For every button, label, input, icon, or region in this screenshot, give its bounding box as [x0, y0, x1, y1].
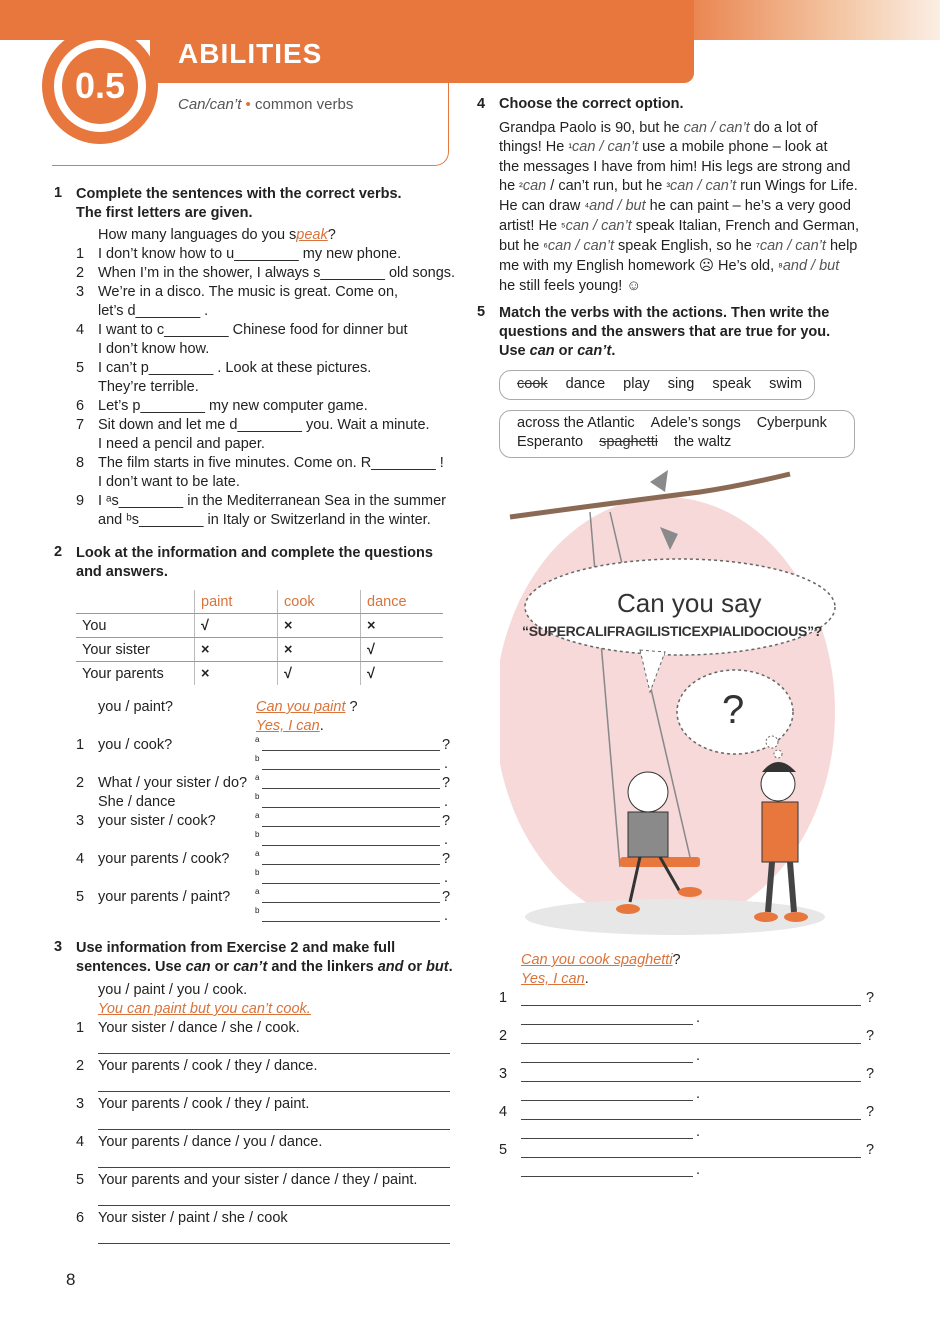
question-mark: ?	[866, 1142, 875, 1158]
ex4-text-segment: ⁶	[543, 241, 548, 253]
ex4-text-segment: speak Italian, French and German,	[631, 218, 859, 234]
ex4-text-segment: things! He	[499, 139, 569, 155]
ex1-item-line[interactable]: I want to c________ Chinese food for dinner but	[98, 322, 408, 338]
action-option[interactable]: Adele’s songs	[650, 415, 741, 431]
ex4-text-segment: he	[499, 178, 520, 194]
ex5-item-number: 1	[499, 990, 508, 1006]
ex1-item-number: 2	[76, 265, 85, 281]
ex4-line	[499, 158, 859, 177]
ex2-example-a[interactable]: Yes, I can	[256, 718, 320, 734]
answer-line-a[interactable]	[262, 864, 440, 865]
verb-list	[517, 376, 820, 392]
ex4-text-segment: ⁸	[778, 261, 783, 273]
label-b: b	[255, 868, 260, 877]
ex5-answer-line[interactable]	[521, 1100, 693, 1101]
ex5-question-line[interactable]	[521, 1005, 861, 1006]
answer-line-a[interactable]	[262, 826, 440, 827]
action-list-2	[517, 434, 747, 450]
ex2-instruction	[76, 544, 433, 582]
table-cell: Your sister	[76, 638, 195, 662]
ex4-line	[499, 177, 859, 197]
ex3-item-prompt: Your parents and your sister / dance / they / paint.	[98, 1172, 418, 1188]
ex3-example-answer[interactable]: You can paint but you can’t cook.	[98, 1001, 311, 1017]
label-a: a	[255, 887, 260, 896]
ex4-option[interactable]: can	[522, 178, 547, 194]
answer-line-b[interactable]	[262, 883, 440, 884]
label-a: a	[255, 773, 260, 782]
table-header-cell	[76, 590, 195, 614]
ex1-example-post: ?	[327, 227, 336, 243]
ex3-instr-part: sentences. Use	[76, 959, 186, 975]
ex3-item-prompt: Your sister / paint / she / cook	[98, 1210, 288, 1226]
ex3-instruction	[76, 939, 453, 977]
ex4-line	[499, 277, 859, 296]
ex3-item-number: 3	[76, 1096, 85, 1112]
answer-line-b[interactable]	[262, 769, 440, 770]
ex3-answer-line[interactable]	[98, 1167, 450, 1168]
table-header-cell: dance	[361, 590, 444, 614]
ex1-instruction	[76, 185, 402, 223]
ex5-item-number: 2	[499, 1028, 508, 1044]
action-list-1	[517, 415, 843, 431]
thought-question-mark: ?	[722, 688, 745, 732]
action-option[interactable]: spaghetti	[599, 434, 658, 450]
question-mark: ?	[866, 1104, 875, 1120]
ex4-option[interactable]: can / can’t	[565, 218, 632, 234]
ex1-item-number: 5	[76, 360, 85, 376]
ex5-instr-part: .	[611, 343, 616, 359]
ex4-text-segment: help	[825, 238, 858, 254]
ex4-line	[499, 217, 859, 237]
verb-option[interactable]: swim	[769, 376, 803, 392]
ex2-example-answer	[256, 718, 324, 734]
ex3-example-prompt: you / paint / you / cook.	[98, 982, 248, 998]
ex2-example-question	[256, 699, 358, 715]
verb-option[interactable]: speak	[712, 376, 752, 392]
ex3-instruction-line1: Use information from Exercise 2 and make full	[76, 940, 396, 956]
ex4-text-segment: ²	[519, 181, 523, 193]
ex1-item-number: 6	[76, 398, 85, 414]
label-b: b	[255, 906, 260, 915]
ex4-text-segment: / can’t run, but he	[546, 178, 667, 194]
ex5-example-a[interactable]: Yes, I can	[521, 971, 585, 987]
verb-option[interactable]: cook	[517, 376, 548, 392]
table-cell: √	[361, 662, 444, 686]
ex5-question-line[interactable]	[521, 1157, 861, 1158]
ex5-example-q-end: ?	[672, 952, 681, 968]
full-stop: .	[444, 908, 449, 924]
ex1-item-line[interactable]: They’re terrible.	[98, 379, 199, 395]
ex3-answer-line[interactable]	[98, 1129, 450, 1130]
full-stop: .	[696, 1086, 701, 1102]
question-mark: ?	[442, 813, 451, 829]
ex2-item-number: 5	[76, 889, 85, 905]
ex5-number: 5	[477, 304, 486, 320]
table-row	[76, 638, 443, 662]
ex2-item-number: 1	[76, 737, 85, 753]
ex2-example-q[interactable]: Can you paint	[256, 699, 346, 715]
ex5-instruction-line2: questions and the answers that are true for you.	[499, 324, 831, 340]
ex4-text-segment: Grandpa Paolo is 90, but he	[499, 120, 684, 136]
ex1-example-pre: How many languages do you s	[98, 227, 297, 243]
ex4-number: 4	[477, 96, 486, 112]
ex3-answer-line[interactable]	[98, 1091, 450, 1092]
table-cell: Your parents	[82, 665, 164, 682]
ex5-item-number: 3	[499, 1066, 508, 1082]
question-mark: ?	[866, 1028, 875, 1044]
ex2-item-number: 4	[76, 851, 85, 867]
ex1-item-number: 4	[76, 322, 85, 338]
ex4-line	[499, 119, 859, 138]
ex1-item-line[interactable]: Let’s p________ my new computer game.	[98, 398, 368, 414]
ex1-example	[98, 227, 336, 243]
table-cell: ×	[361, 614, 444, 638]
subtitle	[178, 96, 353, 113]
ex3-instruction-line2	[76, 958, 453, 977]
table-cell: You	[76, 614, 195, 638]
ex1-item-number: 9	[76, 493, 85, 509]
ex4-text-segment: ³	[666, 181, 671, 193]
ex4-option[interactable]: can / can’t	[670, 178, 737, 194]
ex3-answer-line[interactable]	[98, 1053, 450, 1054]
ex5-example-q[interactable]: Can you cook spaghetti	[521, 952, 673, 968]
ex5-instr-part: Use	[499, 343, 530, 359]
bubble-text-2: “SUPERCALIFRAGILISTICEXPIALIDOCIOUS”?	[522, 623, 823, 639]
ex4-option[interactable]: can / can’t	[572, 139, 639, 155]
ex4-option[interactable]: and / but	[782, 258, 840, 274]
ex2-example-prompt: you / paint?	[98, 699, 173, 715]
table-header-row	[76, 590, 443, 614]
question-mark: ?	[866, 1066, 875, 1082]
ex3-item-number: 6	[76, 1210, 85, 1226]
ex2-instruction-line2: and answers.	[76, 564, 168, 580]
ex3-instr-part: and the linkers	[267, 959, 378, 975]
full-stop: .	[444, 756, 449, 772]
ex2-item-prompt: She / dance	[98, 794, 176, 810]
ex1-item-line[interactable]: The film starts in five minutes. Come on. R________ !	[98, 455, 444, 471]
ex1-item-line[interactable]: I don’t know how to u________ my new phone.	[98, 246, 402, 262]
verb-option[interactable]: dance	[565, 376, 606, 392]
ex4-text	[499, 119, 859, 296]
ex5-instruction-line1: Match the verbs with the actions. Then write the	[499, 305, 830, 321]
label-b: b	[255, 754, 260, 763]
ex2-instruction-line1: Look at the information and complete the questions	[76, 545, 433, 561]
ex5-item-number: 5	[499, 1142, 508, 1158]
ex3-instr-part: but	[426, 959, 449, 975]
ex3-item-number: 1	[76, 1020, 85, 1036]
ex1-instruction-line2: The first letters are given.	[76, 205, 253, 221]
ex5-answer-line[interactable]	[521, 1024, 693, 1025]
ex5-answer-line[interactable]	[521, 1176, 693, 1177]
verb-option[interactable]: sing	[667, 376, 695, 392]
ex4-text-segment: me with my English homework ☹ He’s old,	[499, 258, 779, 274]
ex3-instr-part: or	[210, 959, 234, 975]
subtitle-italic: Can/can’t	[178, 96, 242, 113]
ex4-option[interactable]: can / can’t	[547, 238, 614, 254]
ex2-item-prompt: your parents / paint?	[98, 889, 231, 905]
question-mark: ?	[442, 851, 451, 867]
ex2-example-q-end: ?	[349, 699, 358, 715]
ex3-item-prompt: Your parents / cook / they / dance.	[98, 1058, 318, 1074]
question-mark: ?	[866, 990, 875, 1006]
ex5-question-line[interactable]	[521, 1081, 861, 1082]
ex3-instr-part: can’t	[233, 959, 268, 975]
ex5-item-number: 4	[499, 1104, 508, 1120]
action-option[interactable]: Cyberpunk	[756, 415, 827, 431]
ex4-text-segment: the messages I have from him! His legs are strong and	[499, 159, 851, 175]
ex4-line	[499, 138, 859, 158]
ex4-line	[499, 237, 859, 257]
ex3-instr-part: and	[377, 959, 404, 975]
ex4-text-segment: artist! He	[499, 218, 562, 234]
ex3-item-number: 2	[76, 1058, 85, 1074]
table-header-cell: cook	[278, 590, 361, 614]
action-option[interactable]: across the Atlantic	[517, 415, 635, 431]
ex3-item-prompt: Your parents / dance / you / dance.	[98, 1134, 323, 1150]
ex5-question-line[interactable]	[521, 1043, 861, 1044]
table-row	[76, 662, 443, 686]
ex4-line	[499, 197, 859, 217]
table-cell: ×	[278, 614, 361, 638]
ex1-item-line[interactable]: let’s d________ .	[98, 303, 209, 319]
full-stop: .	[696, 1010, 701, 1026]
ex1-item-number: 7	[76, 417, 85, 433]
ex1-item-line[interactable]: I don’t want to be late.	[98, 474, 240, 490]
action-option[interactable]: Esperanto	[517, 434, 584, 450]
label-b: b	[255, 830, 260, 839]
page-title: ABILITIES	[178, 38, 323, 69]
ex1-item-line[interactable]: and ᵇs________ in Italy or Switzerland in the winter.	[98, 512, 431, 528]
ex5-question-line[interactable]	[521, 1119, 861, 1120]
ex4-instruction: Choose the correct option.	[499, 96, 684, 112]
ex1-item-number: 8	[76, 455, 85, 471]
ex3-instr-part: or	[403, 959, 427, 975]
ex3-instr-part: can	[185, 959, 211, 975]
ex2-item-number: 2	[76, 775, 85, 791]
ex4-text-segment: use a mobile phone – look at	[638, 139, 828, 155]
table-cell: ×	[278, 638, 361, 662]
ex3-item-number: 5	[76, 1172, 85, 1188]
ability-table	[76, 590, 443, 685]
label-a: a	[255, 811, 260, 820]
ex5-instr-part: can’t	[577, 343, 612, 359]
ex1-item-line[interactable]: I can’t p________ . Look at these pictures.	[98, 360, 372, 376]
table-cell: √	[278, 662, 361, 686]
full-stop: .	[444, 870, 449, 886]
ex4-text-segment: do a lot of	[749, 120, 818, 136]
ex1-instruction-line1: Complete the sentences with the correct verbs.	[76, 186, 402, 202]
ex2-number: 2	[54, 544, 63, 560]
ex5-instruction	[499, 304, 830, 361]
ex4-text-segment: ¹	[568, 142, 572, 154]
ex5-example-answer	[521, 971, 589, 987]
ex4-text-segment: but he	[499, 238, 544, 254]
subtitle-rest: common verbs	[254, 96, 354, 113]
answer-line-b[interactable]	[262, 807, 440, 808]
answer-line-a[interactable]	[262, 750, 440, 751]
label-a: a	[255, 735, 260, 744]
ex3-item-number: 4	[76, 1134, 85, 1150]
ex4-text-segment: speak English, so he	[613, 238, 756, 254]
action-option[interactable]: the waltz	[673, 434, 732, 450]
ex4-text-segment: he can paint – he’s a very good	[645, 198, 851, 214]
full-stop: .	[696, 1124, 701, 1140]
ex2-item-prompt: your parents / cook?	[98, 851, 230, 867]
ex5-example-question	[521, 952, 681, 968]
ex3-item-prompt: Your parents / cook / they / paint.	[98, 1096, 310, 1112]
ex2-example-a-end: .	[319, 718, 324, 734]
unit-badge	[62, 48, 138, 124]
ex4-text-segment: ⁷	[755, 241, 760, 253]
ex4-text-segment: run Wings for Life.	[736, 178, 858, 194]
full-stop: .	[696, 1162, 701, 1178]
table-header-cell: paint	[195, 590, 278, 614]
answer-line-b[interactable]	[262, 845, 440, 846]
ex4-text-segment: He can draw	[499, 198, 585, 214]
ex3-instr-part: .	[448, 959, 453, 975]
ex5-example-a-end: .	[584, 971, 589, 987]
verb-option[interactable]: play	[623, 376, 650, 392]
ex1-item-line[interactable]: I need a pencil and paper.	[98, 436, 265, 452]
subtitle-bullet: •	[245, 96, 251, 113]
ex1-example-answer[interactable]: peak	[296, 227, 328, 243]
ex3-item-prompt: Your sister / dance / she / cook.	[98, 1020, 300, 1036]
ex1-item-number: 1	[76, 246, 85, 262]
swing-illustration	[500, 462, 860, 942]
full-stop: .	[696, 1048, 701, 1064]
ex1-item-line[interactable]: When I’m in the shower, I always s________ old songs.	[98, 265, 456, 281]
ex1-item-line[interactable]: Sit down and let me d________ you. Wait a minute.	[98, 417, 430, 433]
ex5-answer-line[interactable]	[521, 1138, 693, 1139]
full-stop: .	[444, 794, 449, 810]
ex1-item-number: 3	[76, 284, 85, 300]
ex4-option[interactable]: can / can’t	[683, 120, 750, 136]
ex3-answer-line[interactable]	[98, 1205, 450, 1206]
ex1-item-line[interactable]: I ᵃs________ in the Mediterranean Sea in the summer	[98, 493, 446, 509]
full-stop: .	[444, 832, 449, 848]
table-cell: √	[195, 614, 278, 638]
ex4-option[interactable]: can / can’t	[759, 238, 826, 254]
ex1-item-line[interactable]: We’re in a disco. The music is great. Come on,	[98, 284, 399, 300]
page-number: 8	[66, 1270, 76, 1289]
ex3-answer-line[interactable]	[98, 1243, 450, 1244]
ex1-item-line[interactable]: I don’t know how.	[98, 341, 210, 357]
answer-line-b[interactable]	[262, 921, 440, 922]
ex4-text-segment: he still feels young! ☺	[499, 278, 642, 294]
ex1-number: 1	[54, 185, 63, 201]
table-cell: √	[361, 638, 444, 662]
ex3-number: 3	[54, 939, 63, 955]
table-cell: ×	[195, 638, 278, 662]
ex5-answer-line[interactable]	[521, 1062, 693, 1063]
answer-line-a[interactable]	[262, 788, 440, 789]
table-cell: ×	[195, 662, 278, 686]
ex4-line	[499, 257, 859, 277]
question-mark: ?	[442, 775, 451, 791]
ex5-instruction-line3	[499, 342, 830, 361]
ex2-item-prompt: What / your sister / do?	[98, 775, 248, 791]
table-row	[76, 614, 443, 638]
ex4-option[interactable]: and / but	[589, 198, 646, 214]
question-mark: ?	[442, 737, 451, 753]
ex5-instr-part: can	[529, 343, 555, 359]
bubble-text-1: Can you say	[617, 588, 762, 618]
ex4-text-segment: ⁵	[561, 221, 566, 233]
unit-number: 0.5	[74, 65, 126, 106]
ex4-text-segment: ⁴	[584, 201, 590, 213]
ex2-item-prompt: your sister / cook?	[98, 813, 216, 829]
label-a: a	[255, 849, 260, 858]
ex2-item-number: 3	[76, 813, 85, 829]
ex5-instr-part: or	[554, 343, 578, 359]
answer-line-a[interactable]	[262, 902, 440, 903]
question-mark: ?	[442, 889, 451, 905]
ex2-item-prompt: you / cook?	[98, 737, 173, 753]
label-b: b	[255, 792, 260, 801]
